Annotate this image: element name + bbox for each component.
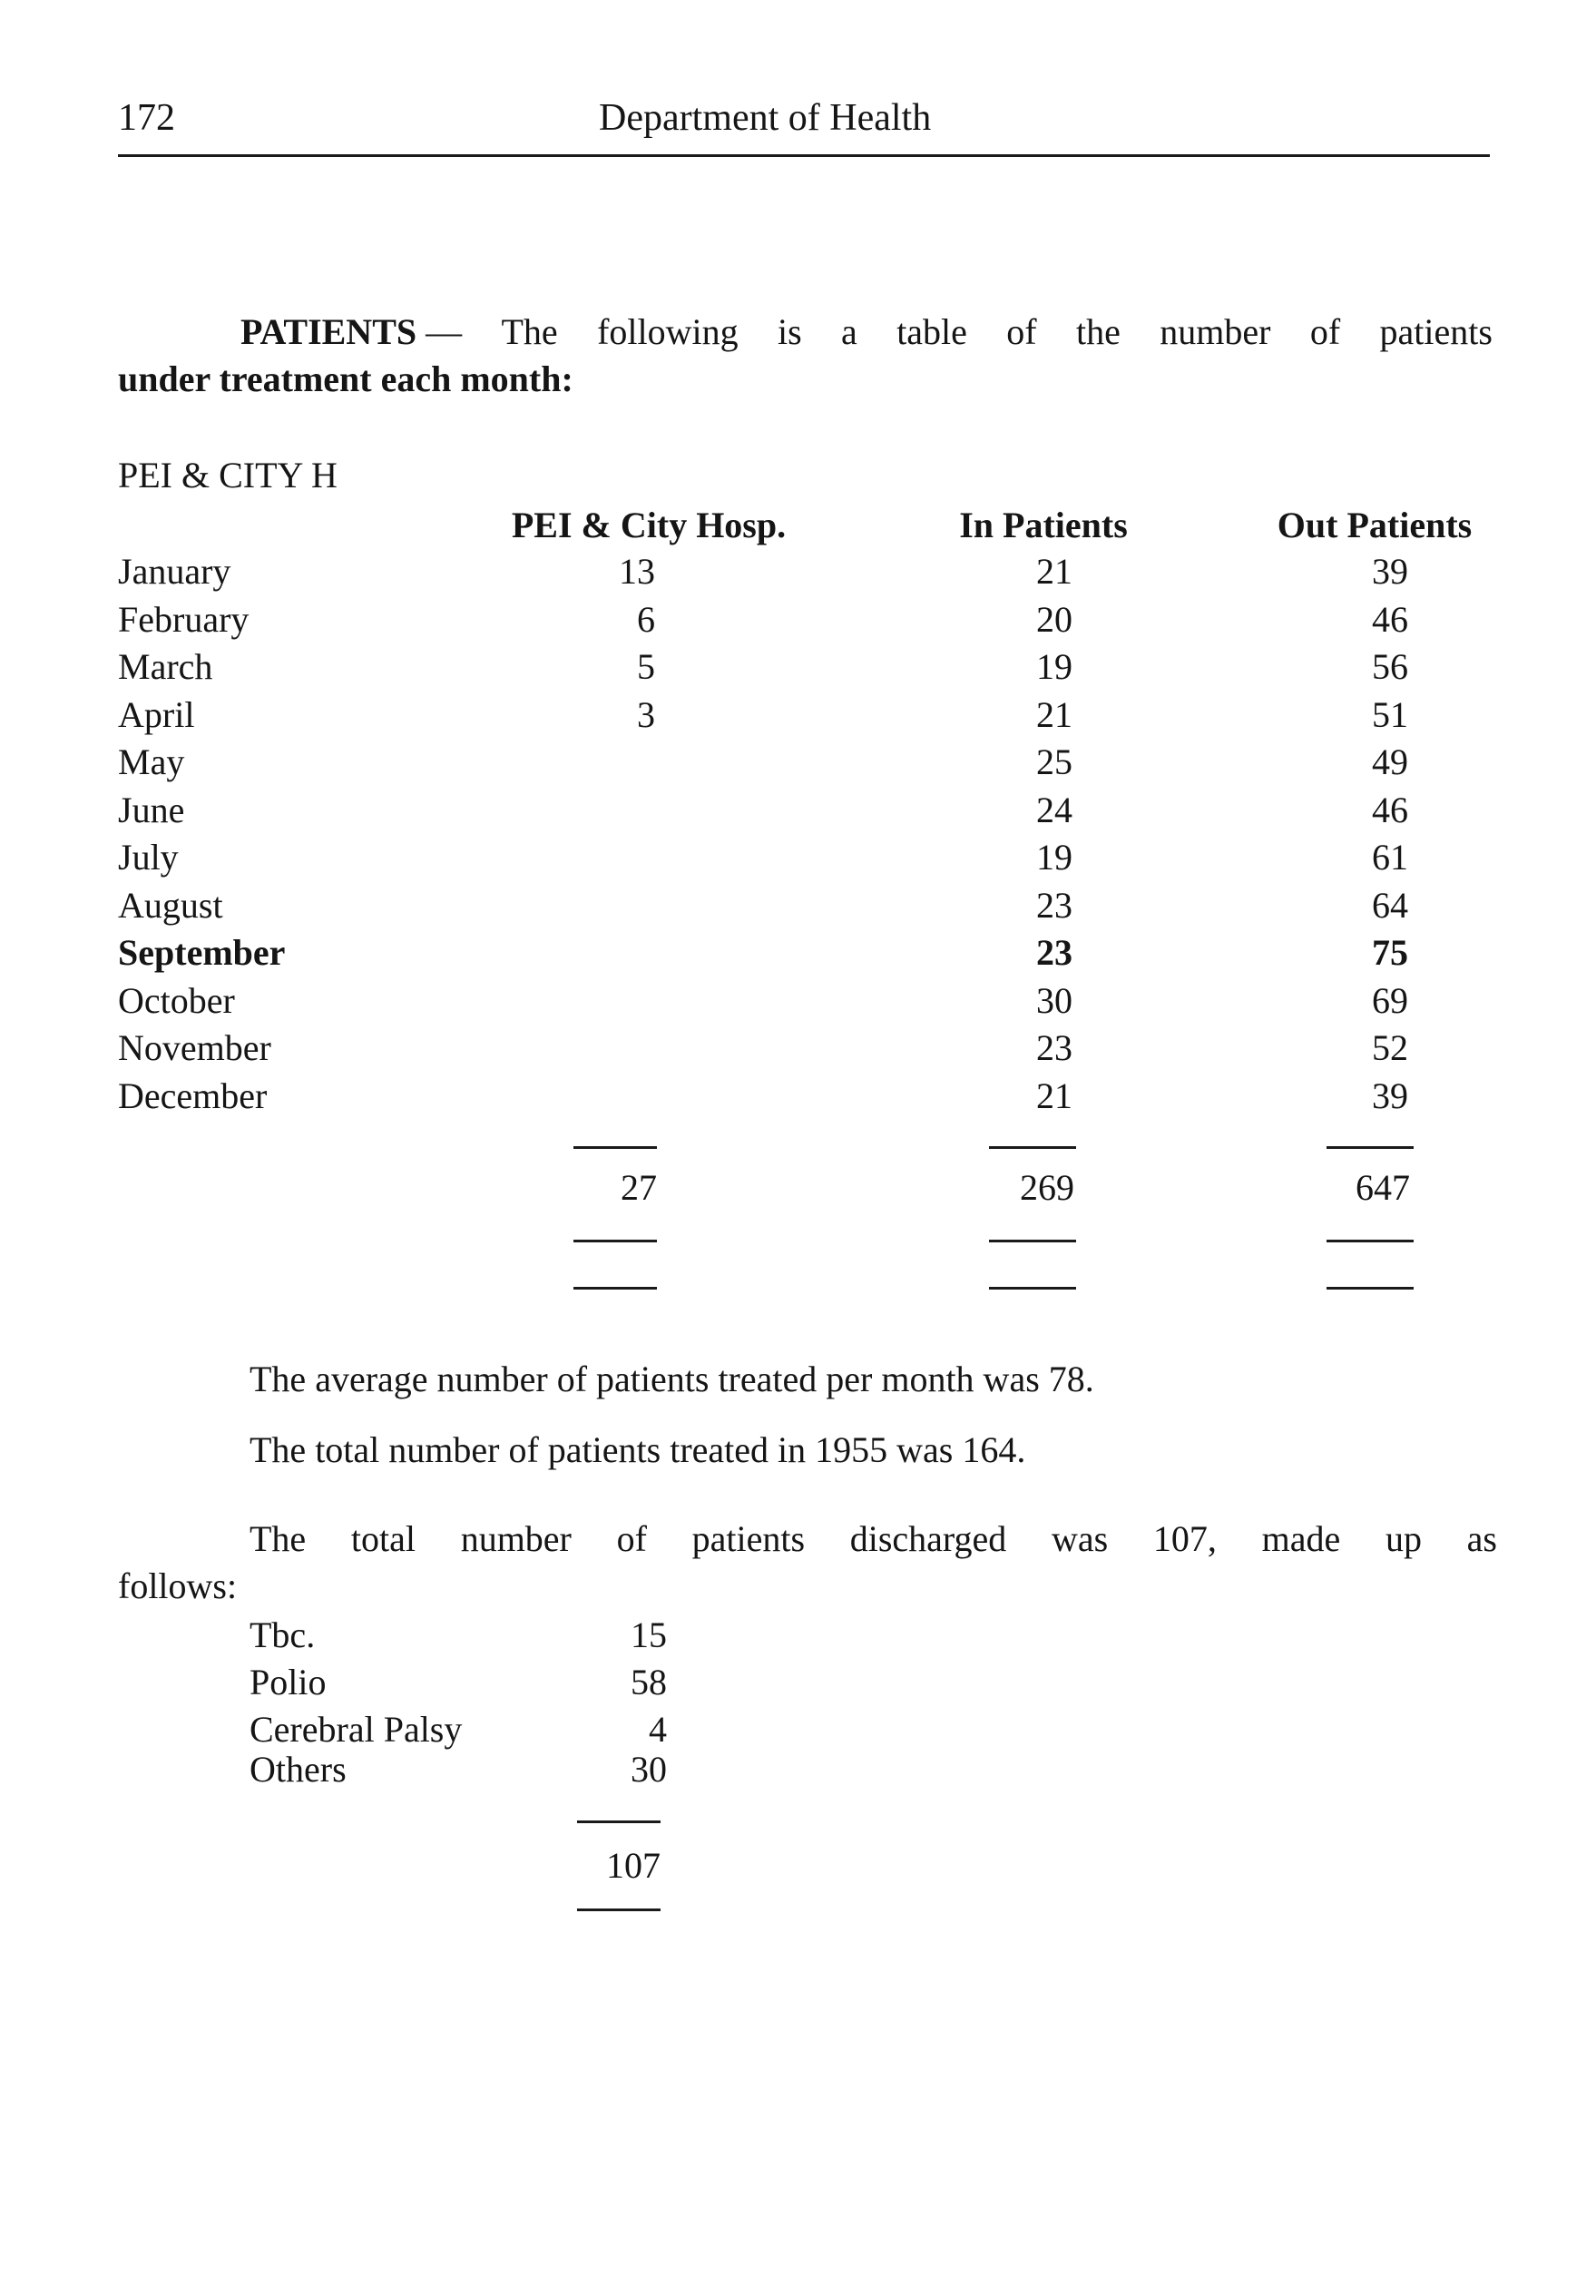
intro-lead-word: PATIENTS <box>240 311 417 352</box>
discharged-word: was <box>1051 1518 1109 1559</box>
cell-pei: 13 <box>619 551 655 592</box>
discharge-row <box>250 1614 667 1655</box>
total-treated-note: The total number of patients treated in 1955 was 164. <box>250 1429 1026 1470</box>
month-label: November <box>118 1027 271 1068</box>
discharge-label: Others <box>250 1749 347 1790</box>
column-header-pei-city-hosp: PEI & City Hosp. <box>511 505 787 545</box>
page-header <box>118 96 1488 151</box>
table-row <box>118 741 1497 788</box>
cell-in: 21 <box>1036 693 1072 735</box>
intro-word: table <box>896 311 967 352</box>
cell-pei: 6 <box>637 598 655 640</box>
running-title: Department of Health <box>599 97 932 139</box>
table-row <box>118 789 1497 836</box>
table-row <box>118 836 1497 883</box>
cell-in: 19 <box>1036 646 1072 687</box>
table-row <box>118 693 1497 741</box>
intro-word: of <box>1006 311 1037 352</box>
double-rule-2-in <box>989 1287 1076 1290</box>
rule-above-discharge-total <box>577 1820 661 1823</box>
intro-word: patients <box>1379 311 1493 352</box>
discharged-word: number <box>460 1518 572 1559</box>
table-row <box>118 884 1497 931</box>
month-label: July <box>118 837 179 878</box>
intro-word: The <box>501 311 558 352</box>
cell-in: 21 <box>1036 1074 1072 1116</box>
table-row <box>118 645 1497 692</box>
discharged-word: total <box>350 1518 416 1559</box>
month-label: May <box>118 741 185 782</box>
discharge-value: 30 <box>631 1749 667 1790</box>
cell-in: 23 <box>1036 1027 1072 1068</box>
cell-out: 69 <box>1372 979 1408 1021</box>
double-rule-1-out <box>1327 1240 1414 1242</box>
intro-dash: — <box>426 311 463 352</box>
discharged-word: as <box>1466 1518 1497 1559</box>
section-label: PEI & CITY H <box>118 455 338 496</box>
cell-out: 46 <box>1372 598 1408 640</box>
cell-pei: 5 <box>637 646 655 687</box>
intro-word: a <box>841 311 857 352</box>
discharge-value: 58 <box>631 1662 667 1702</box>
cell-out: 51 <box>1372 693 1408 735</box>
cell-in: 23 <box>1036 932 1072 973</box>
month-label: September <box>118 932 286 973</box>
month-label: February <box>118 598 250 640</box>
total-out-patients: 647 <box>1356 1167 1410 1208</box>
intro-word: following <box>597 311 739 352</box>
rule-above-total-out <box>1327 1146 1414 1149</box>
cell-out: 64 <box>1372 884 1408 926</box>
table-row <box>118 931 1497 978</box>
cell-in: 30 <box>1036 979 1072 1021</box>
table-row <box>118 979 1497 1026</box>
cell-out: 39 <box>1372 551 1408 592</box>
intro-word: number <box>1160 311 1271 352</box>
intro-lead <box>240 309 462 356</box>
cell-out: 49 <box>1372 741 1408 782</box>
intro-word: of <box>1309 311 1341 352</box>
discharge-row <box>250 1748 667 1790</box>
double-rule-2-out <box>1327 1287 1414 1290</box>
discharge-row <box>250 1708 667 1750</box>
discharged-word: patients <box>691 1518 806 1559</box>
discharged-word: discharged <box>849 1518 1007 1559</box>
discharged-paragraph <box>118 1516 1497 1610</box>
table-row <box>118 1074 1497 1122</box>
cell-in: 20 <box>1036 598 1072 640</box>
discharged-word: The <box>250 1518 307 1559</box>
intro-line-2: under treatment each month: <box>118 358 573 399</box>
intro-paragraph <box>118 309 1493 403</box>
total-in-patients: 269 <box>1020 1167 1074 1208</box>
rule-above-total-pei <box>573 1146 657 1149</box>
cell-pei: 3 <box>637 693 655 735</box>
cell-out: 75 <box>1372 932 1408 973</box>
discharge-label: Tbc. <box>250 1614 316 1655</box>
intro-word: is <box>777 311 802 352</box>
month-label: January <box>118 551 231 592</box>
discharged-line-2: follows: <box>118 1565 238 1606</box>
page-number: 172 <box>118 97 175 139</box>
discharged-line-1 <box>118 1516 1497 1563</box>
discharge-value: 15 <box>631 1614 667 1655</box>
header-rule <box>118 154 1490 157</box>
month-label: April <box>118 693 195 735</box>
double-rule-1-pei <box>573 1240 657 1242</box>
month-label: June <box>118 789 185 830</box>
cell-in: 24 <box>1036 789 1072 830</box>
month-label: August <box>118 884 223 926</box>
table-row <box>118 598 1497 645</box>
discharged-word: up <box>1385 1518 1422 1559</box>
cell-in: 23 <box>1036 884 1072 926</box>
total-pei-city-hosp: 27 <box>621 1167 657 1208</box>
discharge-label: Cerebral Palsy <box>250 1709 463 1750</box>
cell-in: 19 <box>1036 837 1072 878</box>
cell-out: 56 <box>1372 646 1408 687</box>
cell-out: 46 <box>1372 789 1408 830</box>
discharged-word: made <box>1261 1518 1341 1559</box>
month-label: December <box>118 1074 268 1116</box>
cell-in: 21 <box>1036 551 1072 592</box>
cell-out: 61 <box>1372 837 1408 878</box>
cell-out: 39 <box>1372 1074 1408 1116</box>
month-label: March <box>118 646 213 687</box>
discharge-value: 4 <box>649 1709 667 1750</box>
column-header-out-patients: Out Patients <box>1277 505 1473 545</box>
double-rule-2-pei <box>573 1287 657 1290</box>
double-rule-1-in <box>989 1240 1076 1242</box>
cell-in: 25 <box>1036 741 1072 782</box>
discharge-total: 107 <box>606 1845 661 1886</box>
table-row <box>118 1026 1497 1074</box>
table-row <box>118 550 1497 597</box>
intro-line-1 <box>118 309 1493 356</box>
rule-above-total-in <box>989 1146 1076 1149</box>
discharge-label: Polio <box>250 1662 327 1702</box>
discharged-word: of <box>616 1518 647 1559</box>
discharge-row <box>250 1661 667 1702</box>
intro-word: the <box>1076 311 1121 352</box>
column-header-in-patients: In Patients <box>959 505 1128 545</box>
discharged-word: 107, <box>1152 1518 1217 1559</box>
rule-below-discharge-total <box>577 1908 661 1911</box>
cell-out: 52 <box>1372 1027 1408 1068</box>
average-note: The average number of patients treated per month was 78. <box>250 1359 1094 1399</box>
month-label: October <box>118 979 235 1021</box>
